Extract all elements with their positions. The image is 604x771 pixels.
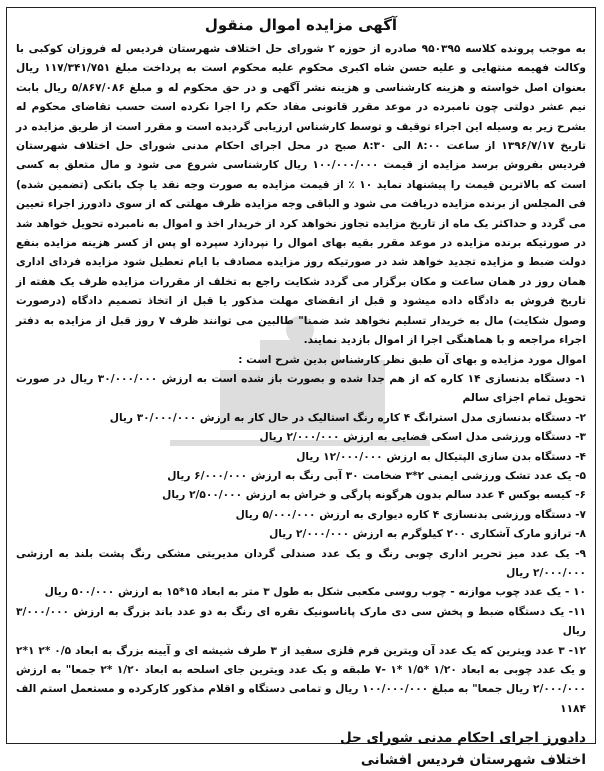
list-item: ۲- دستگاه بدنسازی مدل استرانگ ۴ کاره رنگ استالیک در حال کار به ارزش ۳۰/۰۰۰/۰۰۰ ریال <box>109 411 586 424</box>
items-list <box>16 370 586 719</box>
list-item: ۱۲- ۳ عدد ویترین که یک عدد آن ویترین فرم فلزی سفید از ۳ طرف شیشه ای و آیینه بزرگ به ابعاد ۰/۵ *۲ ۱*۲ و یک عدد چوبی به ابعاد ۱/۲۰ *۱/۵ *۱ -۷ طبقه و یک عدد ویترین جای اسلحه به ابعاد ۱/۲۰ *۲ جمعا" به ارزش ۲/۰۰۰/۰۰۰ ریال جمعا" به مبلغ ۱۰۰/۰۰۰/۰۰۰ ریال و تمامی دستگاه و اقلام مذکور کارکرده و مستعمل استم الف ۱۱۸۴ <box>16 644 587 715</box>
list-item: ۱۱- یک دستگاه ضبط و پخش سی دی مارک پاناسونیک نقره ای رنگ به دو عدد باند بزرگ به ارزش ۳/۰۰۰/۰۰۰ ریال <box>16 605 586 638</box>
list-item: ۳- دستگاه ورزشی مدل اسکی فضایی به ارزش ۲/۰۰۰/۰۰۰ ریال <box>259 431 586 444</box>
list-item: ۵- یک عدد تشک ورزشی ایمنی ۲*۳ ضخامت ۳۰ آبی رنگ به ارزش ۶/۰۰۰/۰۰۰ ریال <box>167 469 586 482</box>
items-intro: اموال مورد مزایده و بهای آن طبق نظر کارشناس بدین شرح است : <box>238 353 586 366</box>
list-item: ۷- دستگاه ورزشی بدنسازی ۴ کاره دیواری به ارزش ۵/۰۰۰/۰۰۰ ریال <box>235 508 586 521</box>
list-item: ۴- دستگاه بدن سازی الپتیکال به ارزش ۱۲/۰۰۰/۰۰۰ ریال <box>296 450 586 463</box>
list-item: ۹- یک عدد میز تحریر اداری چوبی رنگ و یک عدد صندلی گردان مدیریتی مشکی رنگ پشت بلند به ارزشی ۲/۰۰۰/۰۰۰ ریال <box>16 547 586 579</box>
list-item: ۶- کیسه بوکس ۴ عدد سالم بدون هرگونه پارگی و خراش به ارزش ۲/۵۰۰/۰۰۰ ریال <box>162 489 586 502</box>
list-item: ۱۰ - یک عدد چوب موازنه - چوب روسی مکعبی شکل به طول ۳ متر به ابعاد ۱۵*۱۵ به ارزش ۵۰۰/۰۰۰ ریال <box>44 586 586 599</box>
notice-title: آگهی مزایده اموال منقول <box>204 16 398 34</box>
notice-frame <box>6 7 596 769</box>
signature: دادورز اجرای احکام مدنی شورای حل اختلاف شهرستان فردیس افشانی <box>339 730 586 769</box>
notice-body: به موجب پرونده کلاسه ۹۵۰۳۹۵ صادره از حوزه ۲ شورای حل اختلاف شهرستان فردیس له فروزان کوکبی با وکالت فهیمه منتهایی و علیه حسن شاه اکبری محکوم علیه محکوم است به پرداخت مبلغ ۱۱۷/۳۴۱/۷۵۱ ریال بعنوان اصل خواسته و هزینه کارشناسی و هزینه نشر آگهی و در حق محکوم له و مبلغ ۵/۸۶۷/۰۸۶ ریال بابت نیم عشر دولتی چون نامبرده در موعد مقرر قانونی مفاد حکم را اجرا نکرده است حسب تقاضای محکوم له بشرح زیر به وسیله این اجراء توقیف و توسط کارشناس ارزیابی گردیده است و مقرر است از طریق مزایده در تاریخ ۱۳۹۶/۷/۱۷ از ساعت ۸:۰۰ الی ۸:۳۰ صبح در محل اجرای احکام مدنی شورای حل اختلاف شهرستان فردیس بفروش برسد مزایده از قیمت ۱۰۰/۰۰۰/۰۰۰ ریال کارشناسی شروع می شود و مال متعلق به کسی است که بالاترین قیمت را پیشنهاد نماید ۱۰ ٪ از قیمت مزایده به صورت وجه نقد یا چک بانکی (تضمین شده) فی المجلس از برنده مزایده دریافت می شود و الباقی وجه مزایده ظرف مهلتی که از سوی دادورز اجراء تعیین می گردد و حداکثر یک ماه از تاریخ مزایده تجاوز نخواهد کرد از خریدار اخذ و اموال به نامبرده تحویل خواهد شد در صورتیکه برنده مزایده در موعد مقرر بقیه بهای اموال را نپردازد سپرده او پس از کسر هزینه مزایده بنفع دولت ضبط و مزایده تجدید خواهد شد در صورتیکه روز مزایده مصادف با ایام تعطیل شود مزایده فردای اداری همان روز در همان ساعت و مکان برگزار می گردد شکایت راجع به تخلف از مقررات مزایده ظرف یک هفته از تاریخ فروش به دادگاه داده میشود و قبل از انقضای مهلت مذکور یا قبل از اتخاذ تصمیم دادگاه (درصورت وصول شکایت) مال به خریدار تسلیم نخواهد شد ضمنا" طالبین می توانند ظرف ۷ روز قبل از مزایده به دفتر اجراء مراجعه و با هماهنگی اجرا از اموال بازدید نمایند. <box>16 43 587 347</box>
list-item: ۱- دستگاه بدنسازی ۱۴ کاره که از هم جدا شده و بصورت باز شده است به ارزش ۳۰/۰۰۰/۰۰۰ ریال در صورت تحویل تمام اجزای سالم <box>16 372 586 405</box>
list-item: ۸- ترازو مارک آشکاری ۲۰۰ کیلوگرم به ارزش ۲/۰۰۰/۰۰۰ ریال <box>269 528 586 541</box>
